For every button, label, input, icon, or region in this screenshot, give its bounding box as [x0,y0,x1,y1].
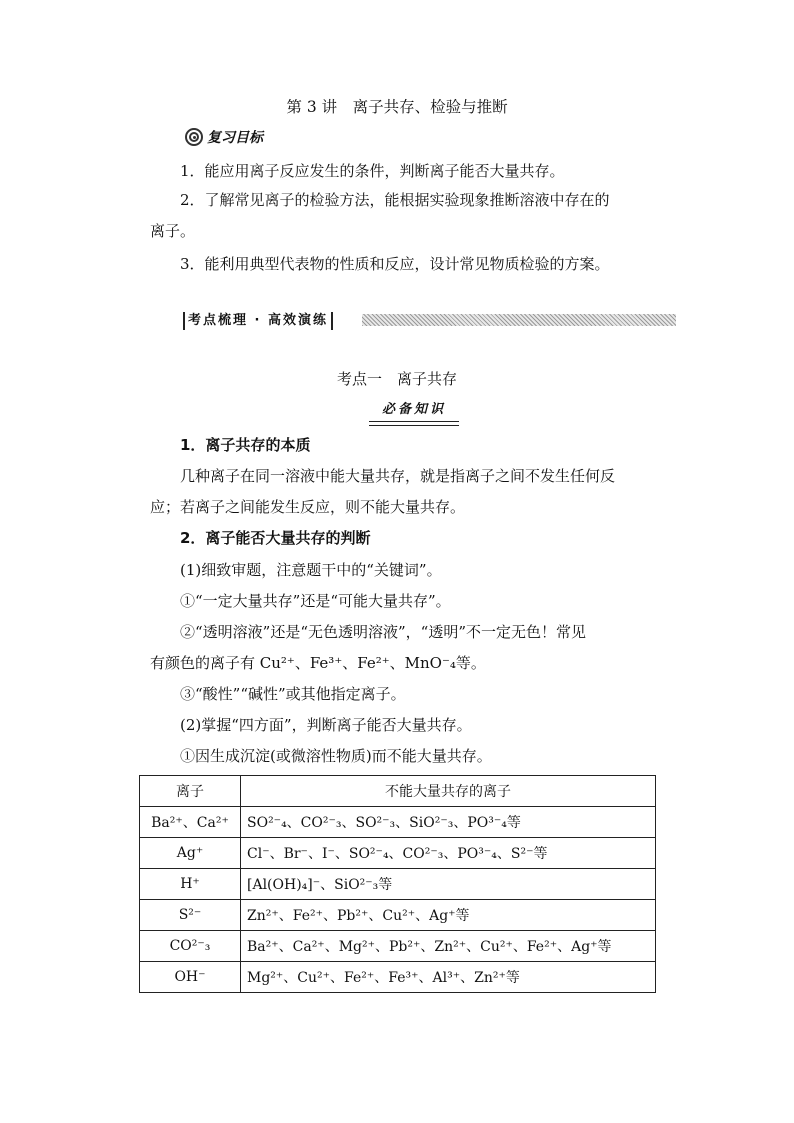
lesson-title: 第 3 讲 离子共存、检验与推断 [286,98,508,116]
ion-table [139,775,656,993]
table-header-row [140,776,656,807]
table-cell-ion: H⁺ [140,869,241,900]
table-row [140,931,656,962]
review-goals-heading: 复习目标 [207,130,263,146]
goal-item-2: 2．了解常见离子的检验方法，能根据实验现象推断溶液中存在的 [180,191,610,209]
goal-item-2-cont: 离子。 [150,222,196,240]
paragraph-essence-2: 应；若离子之间能发生反应，则不能大量共存。 [150,498,466,516]
knowledge-label-underline [369,421,459,426]
knowledge-label: 必备知识 [381,402,446,417]
table-cell-ion: CO²⁻₃ [140,931,241,962]
table-cell-partners: Cl⁻、Br⁻、I⁻、SO²⁻₄、CO²⁻₃、PO³⁻₄、S²⁻等 [241,838,656,869]
table-row [140,900,656,931]
point-colored-ions: 有颜色的离子有 Cu²⁺、Fe³⁺、Fe²⁺、MnO⁻₄等。 [150,654,486,672]
goal-item-3: 3．能利用典型代表物的性质和反应，设计常见物质检验的方案。 [180,255,610,273]
paragraph-essence-1: 几种离子在同一溶液中能大量共存，就是指离子之间不发生任何反 [180,467,616,485]
section-banner-label: 考点梳理 · 高效演练 [183,312,333,330]
table-cell-partners: SO²⁻₄、CO²⁻₃、SO²⁻₃、SiO²⁻₃、PO³⁻₄等 [241,807,656,838]
table-cell-partners: Ba²⁺、Ca²⁺、Mg²⁺、Pb²⁺、Zn²⁺、Cu²⁺、Fe²⁺、Ag⁺等 [241,931,656,962]
table-cell-ion: Ag⁺ [140,838,241,869]
table-header-partners: 不能大量共存的离子 [241,776,656,807]
heading-essence: 1．离子共存的本质 [180,436,311,454]
table-row [140,838,656,869]
point-transparent: ②“透明溶液”还是“无色透明溶液”，“透明”不一定无色！常见 [180,623,587,641]
table-cell-ion: OH⁻ [140,962,241,993]
table-row [140,807,656,838]
point-acidic-basic: ③“酸性”“碱性”或其他指定离子。 [180,685,406,703]
goal-item-1: 1．能应用离子反应发生的条件，判断离子能否大量共存。 [180,162,565,180]
table-cell-partners: [Al(OH)₄]⁻、SiO²⁻₃等 [241,869,656,900]
target-icon [185,128,203,146]
table-header-ion: 离子 [140,776,241,807]
table-cell-ion: S²⁻ [140,900,241,931]
table-row [140,962,656,993]
heading-judgement: 2．离子能否大量共存的判断 [180,529,371,547]
point-precipitate: ①因生成沉淀(或微溶性物质)而不能大量共存。 [180,747,492,765]
table-cell-partners: Zn²⁺、Fe²⁺、Pb²⁺、Cu²⁺、Ag⁺等 [241,900,656,931]
table-row [140,869,656,900]
point-keywords: (1)细致审题，注意题干中的“关键词”。 [180,561,442,579]
section-banner-bar [362,314,676,326]
point-four-aspects: (2)掌握“四方面”，判断离子能否大量共存。 [180,716,472,734]
topic-title: 考点一 离子共存 [336,370,457,388]
table-cell-ion: Ba²⁺、Ca²⁺ [140,807,241,838]
point-definite: ①“一定大量共存”还是“可能大量共存”。 [180,592,451,610]
section-banner [183,312,676,330]
table-cell-partners: Mg²⁺、Cu²⁺、Fe²⁺、Fe³⁺、Al³⁺、Zn²⁺等 [241,962,656,993]
